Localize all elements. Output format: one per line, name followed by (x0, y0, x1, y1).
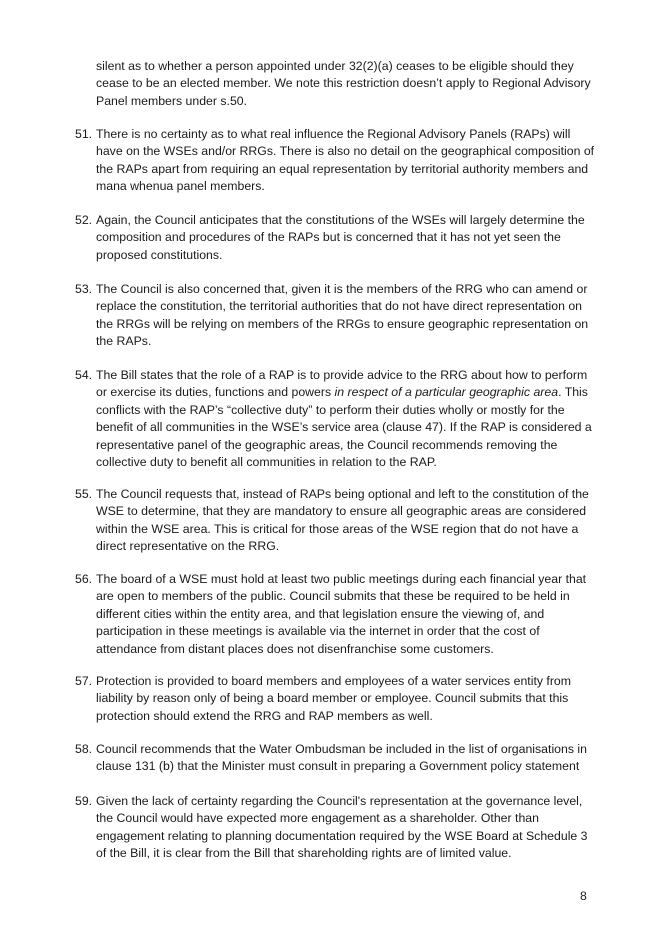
paragraph-52 (75, 212, 596, 264)
paragraph-59 (75, 793, 596, 863)
paragraph-text: Council recommends that the Water Ombudsman be included in the list of organisations in clause 131 (b) that the Minister must consult in preparing a Government policy statement (96, 742, 587, 774)
paragraph-54 (75, 367, 596, 471)
paragraph-text: Again, the Council anticipates that the constitutions of the WSEs will largely determine the composition and procedures of the RAPs but is concerned that it has not yet seen the proposed constitutions. (96, 213, 585, 262)
paragraph-text-start: The Bill states that the role of a RAP is to provide advice to the RRG about how to perform or exercise its duties, functions and powers (96, 368, 588, 400)
paragraph-51 (75, 126, 596, 196)
paragraph-text-end: . This conflicts with the RAP’s “collective duty” to perform their duties wholly or mostly for the benefit of all communities in the WSE’s service area (clause 47). If the RAP is considered a representative panel of the geographic areas, the Council recommends removing the collective duty to benefit all communities in relation to the RAP. (96, 385, 592, 470)
paragraph-55 (75, 486, 596, 556)
paragraph-text-emphasis: in respect of a particular geographic area (334, 385, 559, 400)
paragraph-text: Protection is provided to board members and employees of a water services entity from liability by reason only of being a board member or employee. Council submits that this protection should extend the RRG and RAP members as well. (96, 674, 572, 723)
paragraph-number: 51. (75, 127, 93, 141)
intro-paragraph: silent as to whether a person appointed under 32(2)(a) ceases to be eligible should they cease to be an elected member. We note this restriction doesn’t apply to Regional Advisory Panel members under s.50. (96, 59, 591, 108)
paragraph-number: 57. (75, 674, 93, 688)
paragraph-number: 52. (75, 213, 93, 227)
paragraph-text: The Council requests that, instead of RAPs being optional and left to the constitution of the WSE to determine, that they are mandatory to ensure all geographic areas are considered within the WSE area. This is critical for those areas of the WSE region that do not have a direct representative on the RRG. (96, 487, 589, 554)
paragraph-number: 54. (75, 368, 93, 382)
paragraph-56 (75, 571, 596, 658)
paragraph-text: The Council is also concerned that, given it is the members of the RRG who can amend or replace the constitution, the territorial authorities that do not have direct representation on the RRGs will be relying on members of the RRGs to ensure geographic representation on the RAPs. (96, 282, 589, 349)
paragraph-53 (75, 281, 596, 351)
paragraph-text: The board of a WSE must hold at least two public meetings during each financial year that are open to members of the public. Council submits that these be required to be held in different cities within the entity area, and that legislation ensure the viewing of, and participation in these meetings is available via the internet in order that the cost of attendance from distant places does not disenfranchise some customers. (96, 572, 587, 656)
paragraph-text: There is no certainty as to what real influence the Regional Advisory Panels (RAPs) will have on the WSEs and/or RRGs. There is also no detail on the geographical composition of the RAPs apart from requiring an equal representation by territorial authority members and mana whenua panel members. (96, 127, 595, 194)
paragraph-number: 55. (75, 487, 93, 501)
paragraph-number: 53. (75, 282, 93, 296)
paragraph-number: 59. (75, 794, 93, 808)
paragraph-text: Given the lack of certainty regarding the Council's representation at the governance level, the Council would have expected more engagement as a shareholder. Other than engagement relating to planning documentation required by the WSE Board at Schedule 3 of the Bill, it is clear from the Bill that shareholding rights are of limited value. (96, 794, 588, 861)
paragraph-58 (75, 741, 596, 776)
paragraph-number: 58. (75, 742, 93, 756)
paragraph-57 (75, 673, 596, 725)
page-number: 8 (580, 889, 587, 903)
paragraph-text (96, 367, 596, 471)
paragraph-number: 56. (75, 572, 93, 586)
